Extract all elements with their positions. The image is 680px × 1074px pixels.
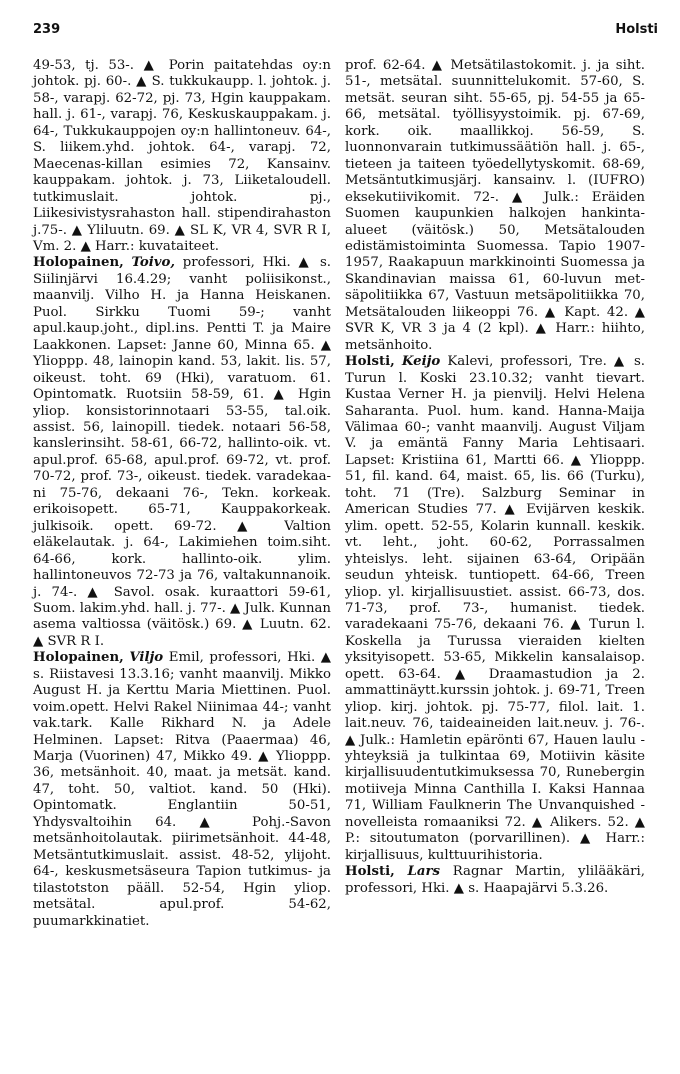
entry-given-name: Toivo,	[131, 255, 175, 271]
entry-holopainen-viljo	[33, 650, 331, 930]
entry-given-name: Lars	[407, 864, 440, 880]
entry-body: Emil, professori, Hki. ▲ s. Riistavesi 13.3.16; vanht maanvilj. Mikko August H. ja Kerttu Maria Miettinen. Puol. voim.opett. Helvi Rakel Niinimaa 44-; vanht vak.tark. Kalle Rikhard N. ja Adele Helminen. Lapset: Ritva (Paaermaa) 46, Marja (Vuorinen) 47, Mikko 49. ▲ Ylioppp. 36, metsänhoit. 40, maat. ja metsät. kand. 47, toht. 50, valtiot. kand. 50 (Hki). Opintomatk. Englantiin 50-51, Yhdysvaltoihin 64. ▲ Pohj.-Savon metsänhoitolautak. piirimetsänhoit. 44-48, Metsäntutkimuslait. assist. 48-52, ylijoht. 64-, keskusmetsäseura Tapion tutkimus- ja tilastotston pääll. 52-54, Hgin yliop. metsätal. apul.prof. 54-62, puumarkkinatiet.	[33, 650, 331, 929]
right-column	[345, 58, 645, 897]
entry-body: Kalevi, professori, Tre. ▲ s. Turun l. Koski 23.10.32; vanht tievart. Kustaa Verner H. ja pienvilj. Helvi Helena Saharanta. Puol. hum. kand. Hanna-Maija Välimaa 60-; vanht maanvilj. August Viljam V. ja emäntä Fanny Maria Lehtisaari. Lapset: Kristiina 61, Martti 66. ▲ Ylioppp. 51, fil. kand. 64, maist. 65, lis. 66 (Turku), toht. 71 (Tre). Salzburg Seminar in American Studies 77. ▲ Evijärven keskik. ylim. opett. 52-55, Kolarin kunnall. keskik. vt. leht., joht. 60-62, Porrassalmen yhteislys. leht. sijainen 63-64, Oripään seudun yhteisk. tuntiopett. 64-66, Treen yliop. yl. kirjallisuustiet. assist. 66-73, dos. 71-73, prof. 73-, humanist. tiedek. varadekaani 75-76, dekaani 76. ▲ Turun l. Koskella ja Turussa vieraiden kielten yksityisopett. 53-65, Mikkelin kansalaisop. opett. 63-64. ▲ Draamastudion ja 2. ammattinäytt.kurssin johtok. j. 69-71, Treen yliop. kirj. johtok. pj. 75-77, filol. lait. 1. lait.neuv. 76, taideaineiden lait.neuv. j. 76-. ▲ Julk.: Hamletin epärönti 67, Hauen laulu - yhteyksiä ja tulkintaa 69, Motiivin käsite kirjallisuudentutkimuksessa 70, Runebergin motiiveja Minna Canthilla I. Kaksi Hannaa 71, William Faulknerin The Unvanquished - novelleista romaaniksi 72. ▲ Alikers. 52. ▲ P.: sitoutumaton (porvarillinen). ▲ Harr.: kirjallisuus, kulttuurihistoria.	[345, 354, 646, 863]
entry-continuation: prof. 62-64. ▲ Metsätilastokomit. j. ja siht. 51-, metsätal. suunnittelukomit. 57-60, S. metsät. seuran siht. 55-65, pj. 54-55 ja 65-66, metsätal. työllisyystoimik. pj. 67-69, kork. oik. maallikkoj. 56-59, S. luonnonvarain tutkimussäätiön hall. j. 65-, tieteen ja taiteen työedellytyskomit. 68-69, Metsäntutkimusjärj. kansainv. l. (IUFRO) eksekutiivikomit. 72-. ▲ Julk.: Eräiden Suomen kaupunkien halkojen hankinta-alueet (väitösk.) 50, Metsätalouden edistämistoiminta Suomessa. Tapio 1907-1957, Raakapuun markkinointi Suomessa ja Skandinavian maissa 61, 60-luvun metsäpolitiikka 67, Vastuun metsäpolitiikka 70, Metsätalouden liikeoppi 76. ▲ Kapt. 42. ▲ SVR K, VR 3 ja 4 (2 kpl). ▲ Harr.: hiihto, metsänhoito.	[345, 58, 645, 353]
entry-holsti-lars	[345, 864, 645, 897]
page-header	[33, 22, 658, 42]
running-head: Holsti	[615, 22, 658, 37]
entry-given-name: Keijo	[401, 354, 441, 370]
entry-body: Ragnar Martin, ylilääkäri, professori, Hki. ▲ s. Haapajärvi 5.3.26.	[345, 864, 646, 896]
entry-surname: Holsti,	[345, 354, 395, 370]
entry-body: professori, Hki. ▲ s. Siilinjärvi 16.4.29; vanht poliisikonst., maanvilj. Vilho H. ja Hanna Heiskanen. Puol. Sirkku Tuomi 59-; vanht apul.kaup.joht., dipl.ins. Pentti T. ja Maire Laakkonen. Lapset: Janne 60, Minna 65. ▲ Ylioppp. 48, lainopin kand. 53, lakit. lis. 57, oikeust. toht. 69 (Hki), varatuom. 61. Opintomatk. Ruotsiin 58-59, 61. ▲ Hgin yliop. konsistorinnotaari 53-55, tal.oik. assist. 56, lainopill. tiedek. notaari 56-58, kanslerinsiht. 58-61, 66-72, hallinto-oik. vt. apul.prof. 65-68, apul.prof. 69-72, vt. prof. 70-72, prof. 73-, oikeust. tiedek. varadekaani 75-76, dekaani 76-, Tekn. korkeak. erikoisopett. 65-71, Kauppakorkeak. julkisoik. opett. 69-72. ▲ Valtion eläkelautak. j. 64-, Lakimiehen toim.siht. 64-66, kork. hallinto-oik. ylim. hallintoneuvos 72-73 ja 76, valtakunnanoik. j. 74-. ▲ Savol. osak. kuraattori 59-61, Suom. lakim.yhd. hall. j. 77-. ▲ Julk. Kunnan asema valtiossa (väitösk.) 69. ▲ Luutn. 62. ▲ SVR R I.	[33, 255, 331, 649]
entry-given-name: Viljo	[129, 650, 164, 666]
entry-continuation: 49-53, tj. 53-. ▲ Porin paitatehdas oy:n johtok. pj. 60-. ▲ S. tukkukaupp. l. johtok. j. 58-, varapj. 62-72, pj. 73, Hgin kauppakam. hall. j. 61-, varapj. 76, Keskuskauppakam. j. 64-, Tukkukauppojen oy:n hallintoneuv. 64-, S. liikem.yhd. johtok. 64-, varapj. 72, Maecenas-killan esimies 72, Kansainv. kauppakam. johtok. j. 73, Liiketaloudell. tutkimuslait. johtok. pj., Liikesivistysrahaston hall. stipendirahaston j.75-. ▲ Yliluutn. 69. ▲ SL K, VR 4, SVR R I, Vm. 2. ▲ Harr.: kuvataiteet.	[33, 58, 331, 254]
entry-surname: Holsti,	[345, 864, 395, 880]
entry-holopainen-toivo	[33, 255, 331, 650]
entry-surname: Holopainen,	[33, 650, 124, 666]
left-column	[33, 58, 331, 930]
entry-surname: Holopainen,	[33, 255, 124, 271]
entry-holsti-keijo	[345, 354, 645, 864]
page-number: 239	[33, 22, 61, 37]
